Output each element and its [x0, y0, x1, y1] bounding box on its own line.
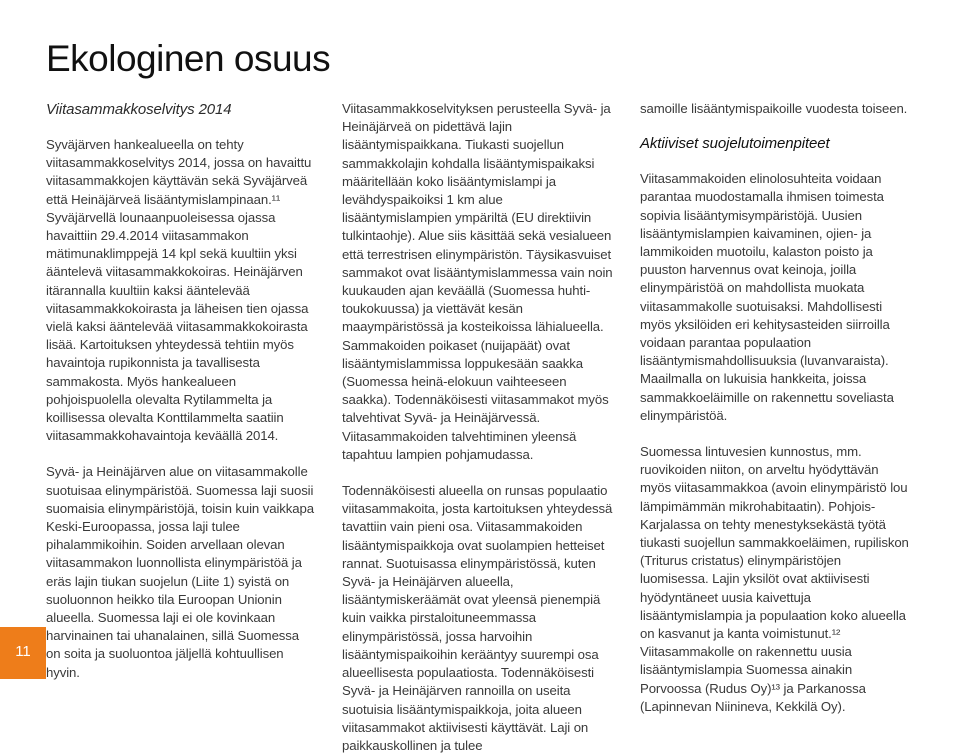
body-paragraph: Todennäköisesti alueella on runsas populaatio viitasammakoita, josta kartoituksen yhteydessä tavattiin vain pieni osa. Viitasammakoiden lisääntymispaikkoja ovat suolampien hetteiset rannat. Suotuisassa elinympäristössä, kuten Syvä- ja Heinäjärven alueella, lisääntymiskeräämät ovat yleensä pienempiä kuin vaikka pirstaloituneemmassa elinympäristössä, jossa harvoihin lisääntymispaikoihin kerääntyy suurempi osa alueellisesta populaatiosta. Todennäköisesti Syvä- ja Heinäjärven rannoilla on useita suotuisia lisääntymispaikkoja, joita alueen viitasammakot aktiivisesti käyttävät. Laji on paikkauskollinen ja tulee	[342, 483, 613, 753]
body-paragraph: Suomessa lintuvesien kunnostus, mm. ruovikoiden niiton, on arveltu hyödyttävän myös viitasammakkoa (avoin elinympäristö lou lämpimämmän mikrohabitaatin). Pohjois-Karjalassa on tehty menestyksekästä työtä tiukasti suojellun sammakkoeläimen, rupiliskon (Triturus cristatus) elinympäristöjen luomisessa. Lajin yksilöt ovat aktiivisesti hyödyntäneet uusia kaivettuja lisääntymislampia ja populaation koko alueella on kasvanut ja kanta voimistunut.¹² Viitasammakolle on rakennettu uusia lisääntymislampia Suomessa ainakin Porvoossa (Rudus Oy)¹³ ja Parkanossa (Lapinnevan Niinineva, Kekkilä Oy).	[640, 444, 909, 714]
continued-paragraph: samoille lisääntymispaikoille vuodesta toiseen.	[640, 101, 908, 116]
page-number: 11	[15, 643, 31, 660]
page-title: Ekologinen osuus	[46, 38, 331, 79]
body-paragraph: Viitasammakkoselvityksen perusteella Syvä- ja Heinäjärveä on pidettävä lajin lisääntymispaikkana. Tiukasti suojellun sammakkolajin kohdalla lisääntymispaikaksi määritellään koko lisääntymislampi ja levähdyspaikoiksi 1 km alue lisääntymislampien ympäriltä (EU direktiivin tulkintaohje). Alue siis käsittää sekä vesialueen että terrestrisen elinympäristön. Täysikasvuiset sammakot ovat lisääntymislammessa vain noin kuukauden ajan keväällä (Suomessa huhti-toukokuussa) ja viettävät kesän maaympäristössä ja kosteikoissa lähialueella. Sammakoiden poikaset (nuijapäät) ovat lisääntymislammissa loppukesään saakka (Suomessa heinä-elokuun vaihteeseen saakka). Todennäköisesti viitasammakot myös talvehtivat Syvä- ja Heinäjärvessä. Viitasammakoiden talvehtiminen yleensä tapahtuu lampien pohjamudassa.	[342, 101, 613, 462]
body-paragraph: Syväjärven hankealueella on tehty viitasammakkoselvitys 2014, jossa on havaittu viitasammakkojen käyttävän sekä Syväjärveä että Heinäjärveä lisääntymislampinaan.¹¹ Syväjärvellä lounaanpuoleisessa ojassa havaittiin 29.4.2014 viitasammakon mätimunaklimppejä 14 kpl sekä kuultiin yksi ääntelevä viitasammakkokoiras. Heinäjärven itärannalla kuultiin kaksi ääntelevää viitasammakkokoirasta ja läheisen tien ojassa vielä kaksi ääntelevää viitasammakkokoirasta lisää. Kartoituksen yhteydessä tehtiin myös havaintoja rupikonnista ja tavallisesta sammakosta. Myös hankealueen pohjoispuolella olevalta Rytilammelta ja koillisessa olevalta Konttilammelta saatiin viitasammakkohavaintoja keväällä 2014.	[46, 137, 312, 444]
section-heading-suojelutoimenpiteet: Aktiiviset suojelutoimenpiteet	[640, 135, 830, 153]
column-1	[46, 100, 316, 682]
section-heading-selvitys: Viitasammakkoselvitys 2014	[46, 101, 232, 118]
body-paragraph: Viitasammakoiden elinolosuhteita voidaan parantaa muodostamalla ihmisen toimesta sopivia lisääntymisympäristöjä. Uusien lisääntymislampien kaivaminen, ojien- ja lammikoiden muotoilu, kalaston poisto ja puuston harvennus ovat keinoja, joilla elinympäristöä on mahdollista muokata viitasammakolle suotuisaksi. Mahdollisesti myös yksilöiden eri kehitysasteiden siirroilla voidaan parantaa populaation lisääntymismahdollisuuksia (luvanvaraista). Maailmalla on lukuisia hankkeita, joissa sammakkoeläimille on rakennettu soveliasta elinympäristöä.	[640, 171, 894, 423]
body-paragraph: Syvä- ja Heinäjärven alue on viitasammakolle suotuisaa elinympäristöä. Suomessa laji suosii suomaisia elinympäristöjä, toisin kuin vaikkapa Keski-Euroopassa, jossa laji tulee pihalammikoihin. Soiden arvellaan olevan viitasammakon luonnollista elinympäristöä ja eräs lajin tiukan suojelun (Liite 1) syistä on suoluonnon heikko tila Euroopan Unionin alueella. Suomessa laji ei ole kovinkaan harvinainen tai uhanalainen, sillä Suomessa on soita ja suoluontoa jäljellä kohtuullisen hyvin.	[46, 464, 314, 680]
column-3	[640, 100, 912, 716]
page-number-badge	[0, 627, 46, 679]
column-2	[342, 100, 614, 755]
